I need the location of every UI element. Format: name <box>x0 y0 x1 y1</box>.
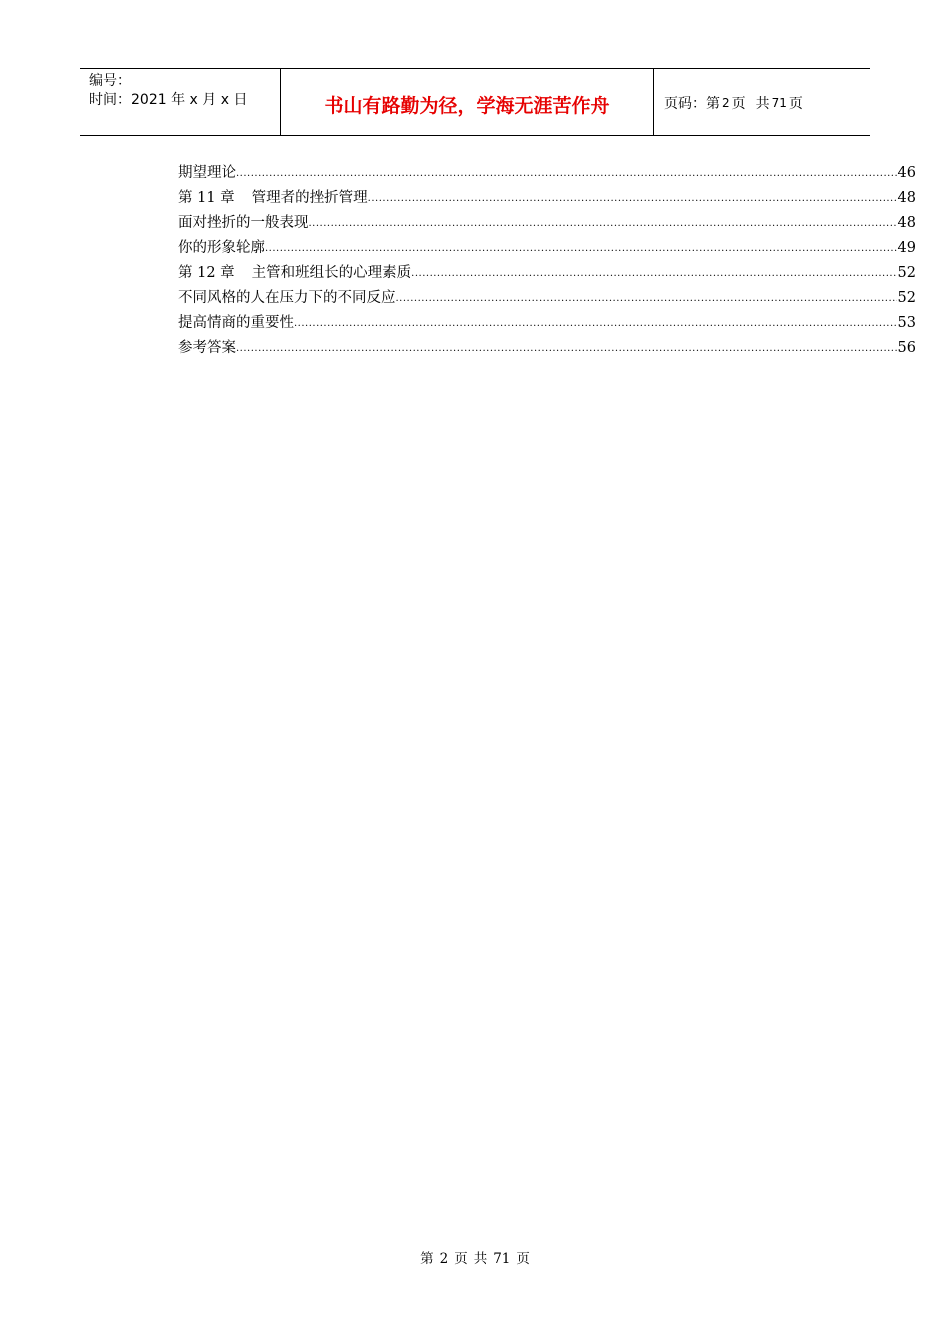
toc-entry-title <box>178 336 236 357</box>
toc-leader-dots <box>309 218 897 229</box>
footer-ye-end: 页 <box>516 1251 530 1267</box>
header-meta-cell <box>80 69 281 135</box>
document-date: 时间：2021 年 x 月 x 日 <box>89 92 248 108</box>
footer-di: 第 <box>420 1251 434 1267</box>
toc-title-text: 你的形象轮廓 <box>178 240 265 256</box>
footer-ye: 页 <box>454 1251 468 1267</box>
page-total-prefix: 共 <box>755 96 770 112</box>
page-prefix: 页码：第 <box>664 96 720 112</box>
toc-entry[interactable] <box>178 211 916 236</box>
toc-page-number: 48 <box>897 190 916 206</box>
toc-title-text: 主管和班组长的心理素质 <box>251 265 412 281</box>
toc-title-text: 参考答案 <box>178 340 236 356</box>
toc-entry-title <box>178 186 368 207</box>
page-footer <box>0 1247 950 1267</box>
toc-page-number: 49 <box>897 240 916 256</box>
toc-entry[interactable] <box>178 186 916 211</box>
page-suffix: 页 <box>788 96 803 112</box>
toc-entry[interactable] <box>178 311 916 336</box>
header-motto: 书山有路勤为径，学海无涯苦作舟 <box>324 94 610 117</box>
header-page-cell <box>654 69 870 135</box>
footer-gong: 共 <box>473 1251 488 1267</box>
toc-title-text: 管理者的挫折管理 <box>251 190 368 206</box>
toc-entry-title <box>178 161 236 182</box>
page-mid: 页 <box>731 96 746 112</box>
toc-entry-title <box>178 311 294 332</box>
toc-leader-dots <box>265 243 897 254</box>
toc-entry[interactable] <box>178 236 916 261</box>
toc-chapter-label: 第 11 章 <box>178 190 235 206</box>
page-total: 71 <box>771 96 787 110</box>
toc-entry-title <box>178 236 265 257</box>
toc-entry-title <box>178 286 396 307</box>
toc-leader-dots <box>236 168 897 179</box>
toc-page-number: 52 <box>897 265 916 281</box>
toc-leader-dots <box>368 193 897 204</box>
toc-entry[interactable] <box>178 261 916 286</box>
toc-leader-dots <box>236 343 897 354</box>
table-of-contents <box>178 161 916 361</box>
toc-title-text: 期望理论 <box>178 165 236 181</box>
toc-entry-title <box>178 211 309 232</box>
toc-entry[interactable] <box>178 286 916 311</box>
toc-leader-dots <box>411 268 896 279</box>
toc-entry-title <box>178 261 411 282</box>
footer-total-pages: 71 <box>493 1251 511 1267</box>
toc-page-number: 52 <box>897 290 916 306</box>
document-number-label: 编号： <box>89 73 131 89</box>
toc-page-number: 46 <box>897 165 916 181</box>
toc-title-text: 提高情商的重要性 <box>178 315 294 331</box>
toc-title-text: 面对挫折的一般表现 <box>178 215 309 231</box>
header-motto-cell <box>281 69 654 135</box>
toc-entry[interactable] <box>178 161 916 186</box>
toc-leader-dots <box>396 293 897 304</box>
toc-title-text: 不同风格的人在压力下的不同反应 <box>178 290 396 306</box>
toc-leader-dots <box>294 318 897 329</box>
footer-current-page: 2 <box>439 1251 449 1267</box>
document-header <box>80 68 870 136</box>
toc-page-number: 53 <box>897 315 916 331</box>
toc-entry[interactable] <box>178 336 916 361</box>
toc-page-number: 56 <box>897 340 916 356</box>
toc-chapter-label: 第 12 章 <box>178 265 235 281</box>
page-current: 2 <box>722 96 730 110</box>
toc-page-number: 48 <box>897 215 916 231</box>
